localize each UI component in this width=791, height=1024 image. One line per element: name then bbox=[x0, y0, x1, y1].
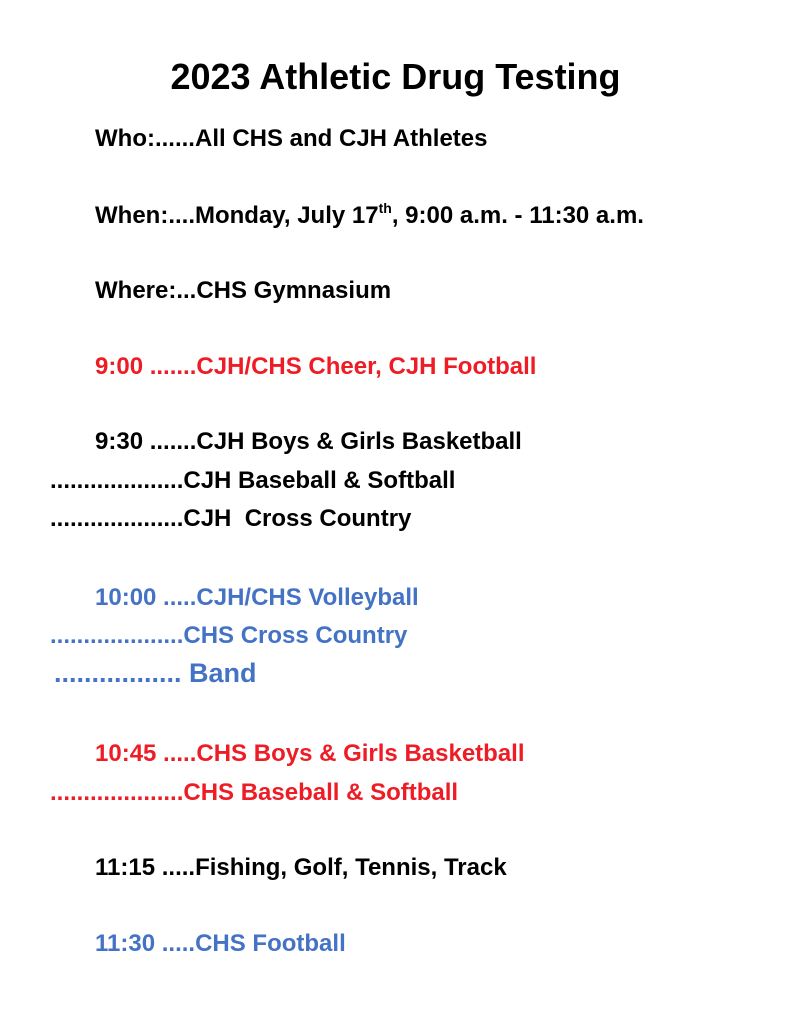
schedule-930-c bbox=[50, 503, 411, 535]
schedule-text: CJH Boys & Girls Basketball bbox=[196, 428, 522, 455]
schedule-text: CHS Cross Country bbox=[183, 622, 408, 649]
schedule-1130 bbox=[95, 928, 346, 960]
schedule-930-b bbox=[50, 465, 455, 497]
schedule-prefix: 10:45 ..... bbox=[95, 740, 197, 767]
when-prefix: When:.... bbox=[95, 202, 195, 229]
schedule-prefix: 9:30 ....... bbox=[95, 428, 197, 455]
schedule-prefix: 9:00 ....... bbox=[95, 353, 197, 380]
schedule-text: CHS Boys & Girls Basketball bbox=[196, 740, 525, 767]
schedule-text: CJH Baseball & Softball bbox=[183, 467, 456, 494]
schedule-text: CHS Football bbox=[195, 930, 346, 957]
where-text: CHS Gymnasium bbox=[196, 277, 392, 304]
schedule-900 bbox=[95, 351, 536, 383]
when-superscript: th bbox=[378, 200, 392, 216]
schedule-1000 bbox=[95, 582, 419, 614]
who-line bbox=[95, 123, 487, 155]
schedule-1000-c bbox=[54, 657, 257, 689]
schedule-prefix: 11:30 ..... bbox=[95, 930, 196, 957]
schedule-1115 bbox=[95, 852, 507, 884]
schedule-prefix: .................... bbox=[50, 779, 184, 806]
when-text-after: , 9:00 a.m. - 11:30 a.m. bbox=[391, 202, 644, 229]
schedule-text: CJH Cross Country bbox=[183, 505, 412, 532]
when-text-before: Monday, July 17 bbox=[194, 202, 379, 229]
where-line bbox=[95, 275, 391, 307]
schedule-1045-b bbox=[50, 777, 458, 809]
schedule-930 bbox=[95, 426, 522, 458]
schedule-text: CJH/CHS Volleyball bbox=[196, 584, 419, 611]
schedule-prefix: 10:00 ..... bbox=[95, 584, 197, 611]
schedule-text: Band bbox=[189, 658, 257, 688]
schedule-text: Fishing, Golf, Tennis, Track bbox=[195, 854, 507, 881]
schedule-text: CJH/CHS Cheer, CJH Football bbox=[196, 353, 537, 380]
where-prefix: Where:... bbox=[95, 277, 197, 304]
when-line bbox=[95, 200, 644, 232]
schedule-prefix: 11:15 ..... bbox=[95, 854, 196, 881]
schedule-prefix: ................. bbox=[54, 658, 190, 688]
schedule-1000-b bbox=[50, 620, 407, 652]
who-text: All CHS and CJH Athletes bbox=[194, 125, 488, 152]
who-prefix: Who:...... bbox=[95, 125, 195, 152]
page-title: 2023 Athletic Drug Testing bbox=[170, 56, 621, 97]
schedule-prefix: .................... bbox=[50, 467, 184, 494]
schedule-prefix: .................... bbox=[50, 622, 184, 649]
schedule-1045 bbox=[95, 738, 525, 770]
schedule-prefix: .................... bbox=[50, 505, 184, 532]
schedule-text: CHS Baseball & Softball bbox=[183, 779, 459, 806]
